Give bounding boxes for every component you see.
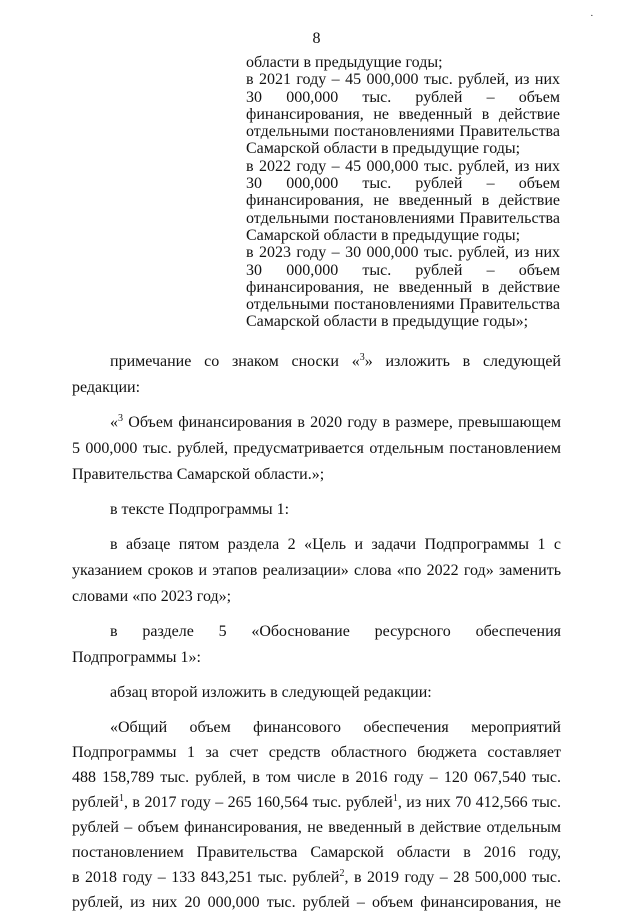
- column-line: Самарской области в предыдущие годы;: [246, 226, 521, 244]
- paragraph-section-2: в абзаце пятом раздела 2 «Цель и задачи Подпрограммы 1 с указанием сроков и этапов реализации» слова «по 2022 год» заменить словами «по 2023 год»;: [72, 536, 561, 605]
- column-line: Самарской области в предыдущие годы;: [246, 140, 521, 158]
- paragraph-total-financing: «Общий объем финансового обеспечения мероприятий Подпрограммы 1 за счет средств областного бюджета составляет 488 158,789 тыс. рублей, в том числе в 2016 году – 120 067,540 тыс. рублей$^1$, в 2017 году – 265 160,564 тыс. рублей$^1$, из них 70 412,566 тыс. рублей – объем финансирования, не введенный в действие отдельным постановлением Правительства Самарской области в 2016 году, в 2018 году – 133 843,251 тыс. рублей$^2$, в 2019 году – 28 500,000 тыс. рублей, из них 20 000,000 тыс. рублей – объем финансирования, не: [72, 719, 561, 911]
- paragraph-section-5: в разделе 5 «Обоснование ресурсного обеспечения Подпрограммы 1»:: [72, 623, 561, 666]
- right-column-text: [246, 54, 560, 331]
- paragraph-footnote-note: примечание со знаком сноски «$^3$» изложить в следующей редакции:: [72, 352, 561, 396]
- paragraph-second-paragraph: абзац второй изложить в следующей редакции:: [110, 684, 432, 701]
- document-body: [72, 349, 561, 924]
- column-line: 30 000,000 тыс. рублей – объем: [246, 261, 560, 279]
- column-line: в 2023 году – 30 000,000 тыс. рублей, из них: [246, 244, 560, 262]
- column-line: 30 000,000 тыс. рублей – объем: [246, 175, 560, 193]
- column-line: 30 000,000 тыс. рублей – объем: [246, 88, 560, 106]
- column-line: финансирования, не введенный в действие: [246, 192, 560, 210]
- column-line: финансирования, не введенный в действие: [246, 105, 560, 123]
- column-line: отдельными постановлениями Правительства: [246, 209, 560, 227]
- column-line: Самарской области в предыдущие годы»;: [246, 313, 529, 331]
- column-line: отдельными постановлениями Правительства: [246, 296, 560, 314]
- column-line: отдельными постановлениями Правительства: [246, 123, 560, 141]
- column-line: области в предыдущие годы;: [246, 54, 443, 71]
- column-line: в 2021 году – 45 000,000 тыс. рублей, из них: [246, 71, 560, 89]
- paragraph-subprogram-text: в тексте Подпрограммы 1:: [110, 501, 290, 518]
- corner-mark: ·: [590, 10, 594, 22]
- paragraph-footnote-text: «$^3$ Объем финансирования в 2020 году в размере, превышающем 5 000,000 тыс. рублей, предусматривается отдельным постановлением Правительства Самарской области.»;: [72, 413, 561, 483]
- column-line: финансирования, не введенный в действие: [246, 278, 560, 296]
- page-number: 8: [312, 30, 321, 47]
- column-line: в 2022 году – 45 000,000 тыс. рублей, из них: [246, 157, 560, 175]
